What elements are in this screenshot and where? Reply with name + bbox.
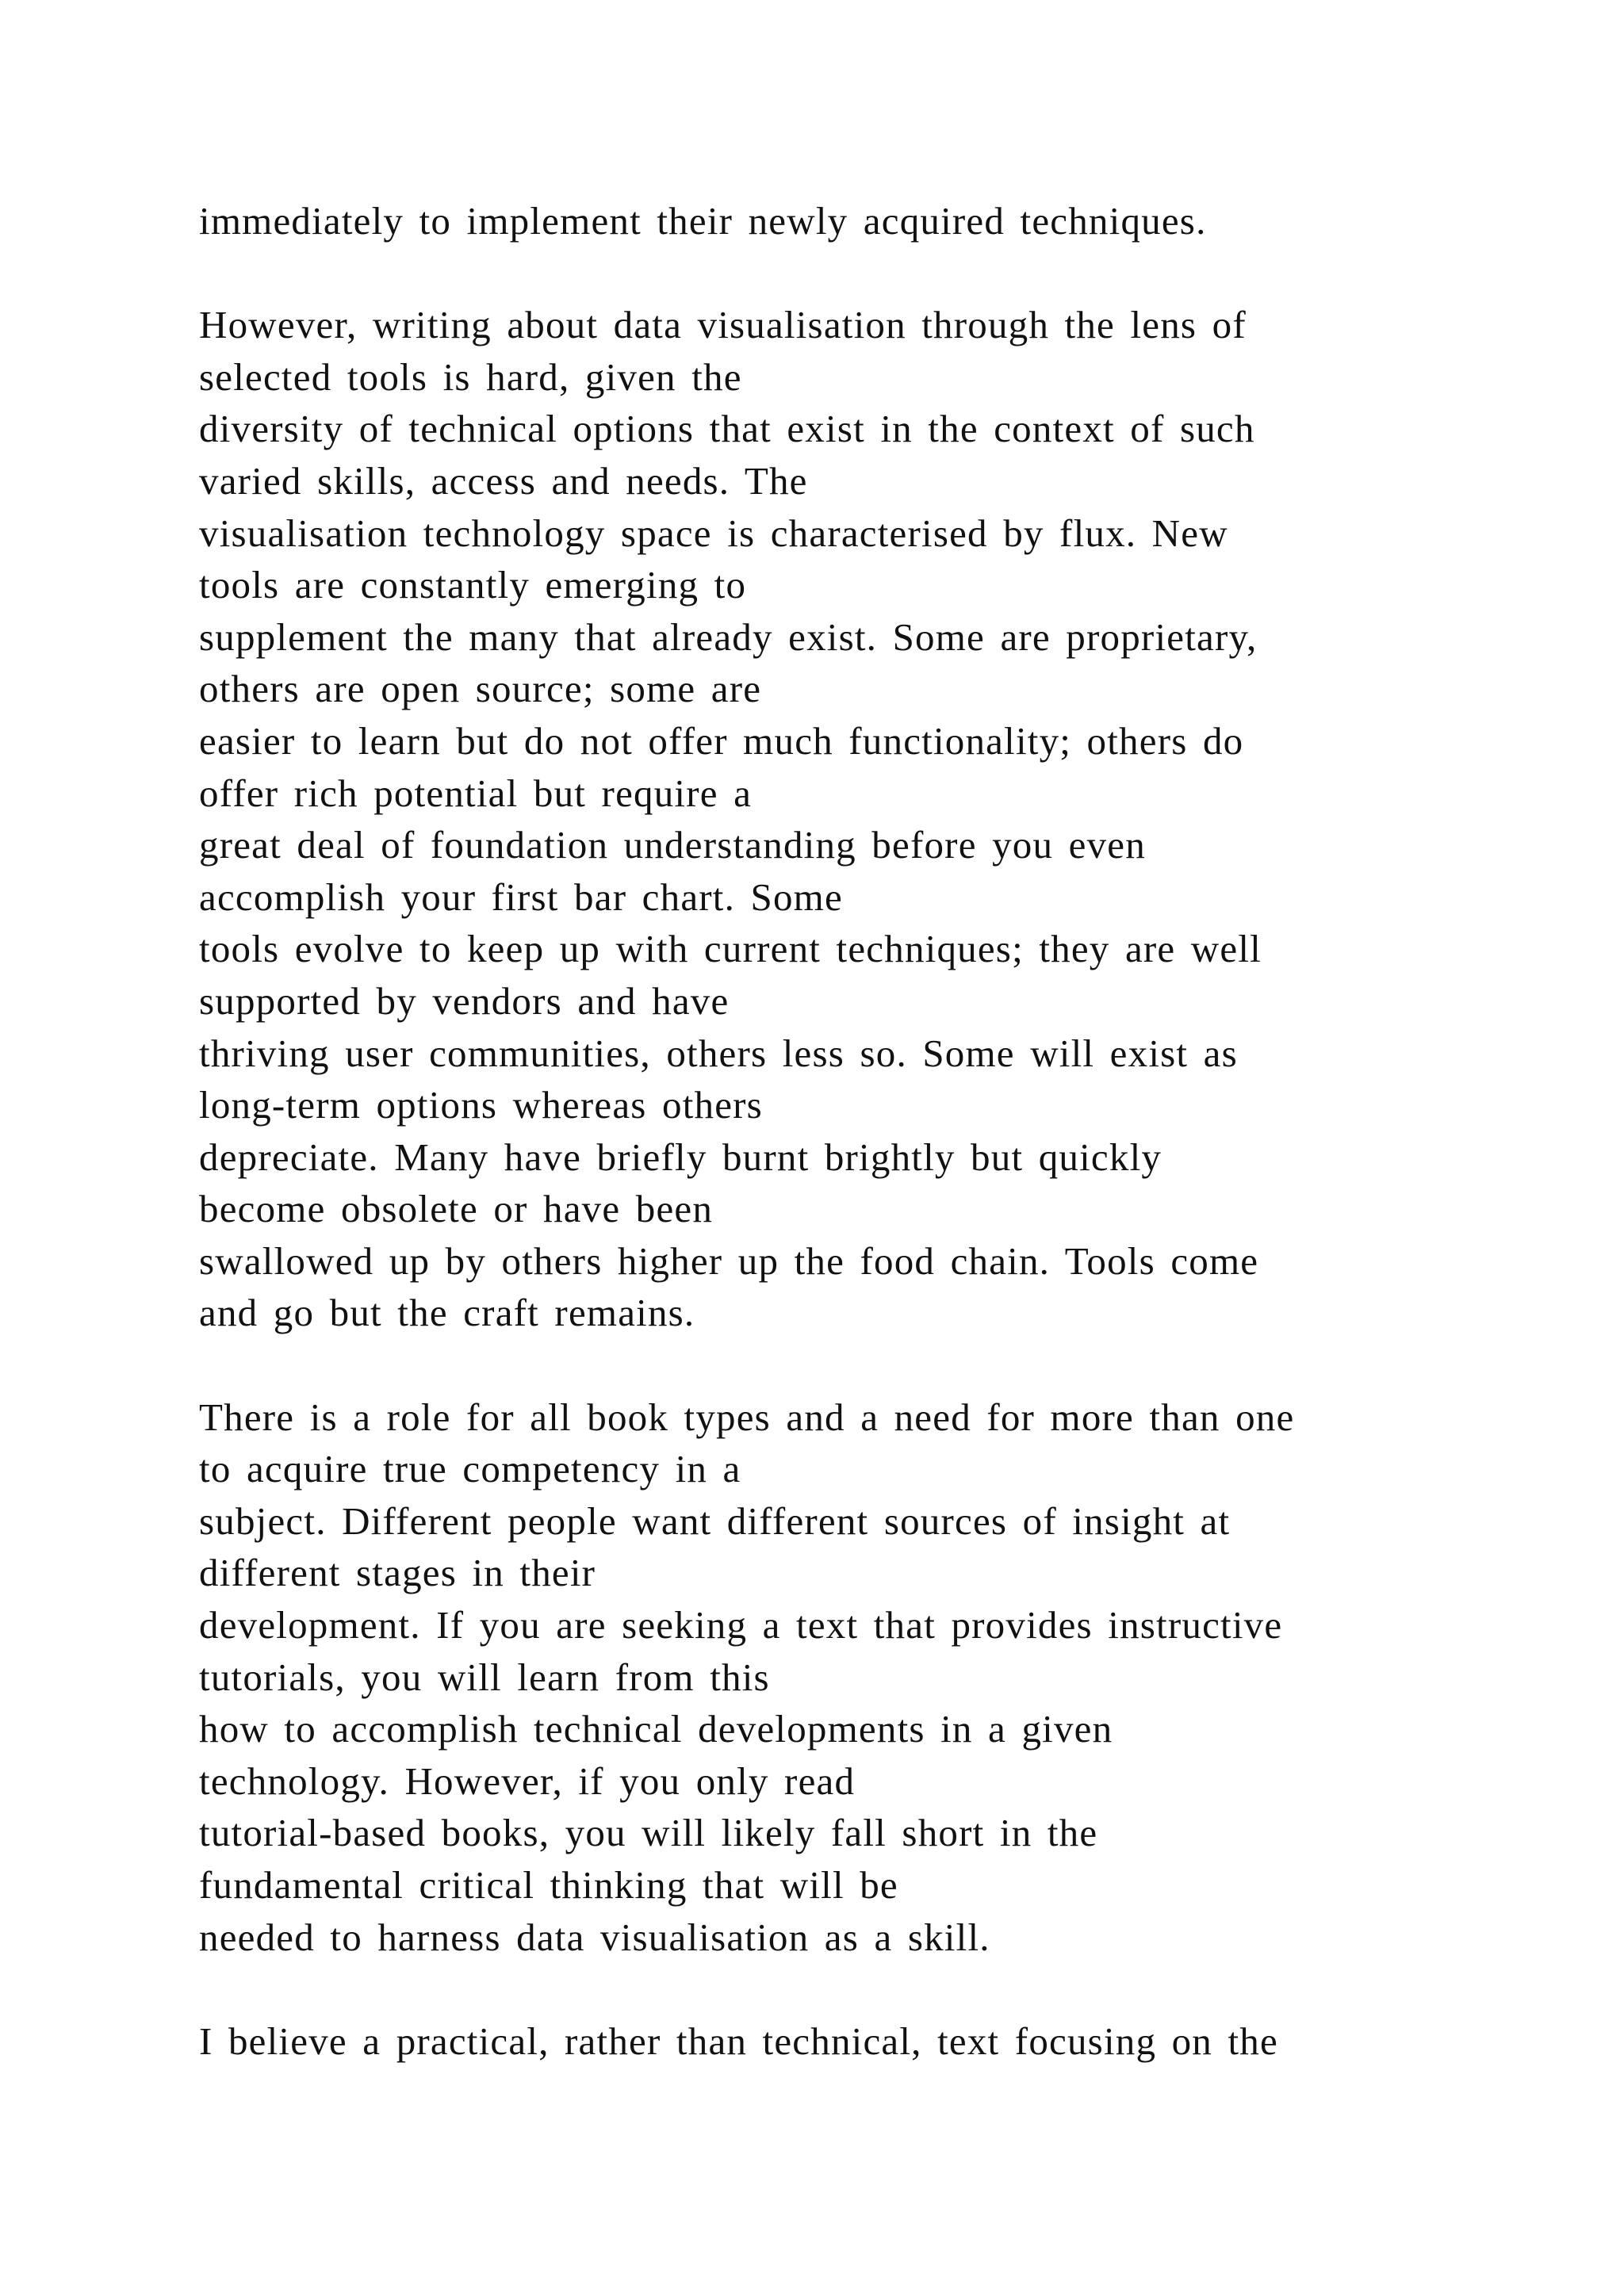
text-line: become obsolete or have been	[199, 1187, 714, 1231]
text-line: development. If you are seeking a text that provides instructive	[199, 1603, 1283, 1647]
text-line: long-term options whereas others	[199, 1083, 763, 1127]
text-line: and go but the craft remains.	[199, 1291, 695, 1335]
text-line: swallowed up by others higher up the food chain. Tools come	[199, 1238, 1259, 1283]
text-line: great deal of foundation understanding before you even	[199, 823, 1146, 867]
text-line: how to accomplish technical developments in a given	[199, 1707, 1113, 1751]
text-line: tutorials, you will learn from this	[199, 1655, 770, 1699]
body-text	[199, 195, 1436, 2067]
text-line: subject. Different people want different sources of insight at	[199, 1498, 1231, 1543]
text-line: others are open source; some are	[199, 667, 762, 711]
text-line: accomplish your first bar chart. Some	[199, 874, 843, 919]
blank-line	[199, 1963, 1436, 2015]
text-line: diversity of technical options that exist in the context of such	[199, 407, 1255, 451]
text-line: to acquire true competency in a	[199, 1447, 741, 1491]
text-line: needed to harness data visualisation as a skill.	[199, 1915, 990, 1959]
blank-line	[199, 247, 1436, 300]
text-line: depreciate. Many have briefly burnt brightly but quickly	[199, 1135, 1162, 1179]
blank-line	[199, 1339, 1436, 1391]
text-line: fundamental critical thinking that will be	[199, 1863, 898, 1907]
text-line: tutorial-based books, you will likely fall short in the	[199, 1811, 1098, 1855]
text-line: There is a role for all book types and a need for more than one	[199, 1395, 1295, 1439]
text-line: tools evolve to keep up with current techniques; they are well	[199, 927, 1262, 971]
text-line: supplement the many that already exist. Some are proprietary,	[199, 614, 1258, 659]
text-line: varied skills, access and needs. The	[199, 458, 808, 503]
text-line: However, writing about data visualisation through the lens of	[199, 303, 1247, 347]
text-line: supported by vendors and have	[199, 978, 730, 1023]
text-line: different stages in their	[199, 1551, 596, 1595]
text-line: tools are constantly emerging to	[199, 563, 747, 607]
text-line: easier to learn but do not offer much functionality; others do	[199, 718, 1244, 763]
text-line: selected tools is hard, given the	[199, 354, 742, 399]
text-line: thriving user communities, others less so. Some will exist as	[199, 1031, 1238, 1075]
text-line: technology. However, if you only read	[199, 1758, 856, 1803]
text-line: I believe a practical, rather than technical, text focusing on the	[199, 2019, 1278, 2063]
text-line: immediately to implement their newly acquired techniques.	[199, 199, 1207, 243]
text-line: visualisation technology space is characterised by flux. New	[199, 511, 1228, 555]
text-line: offer rich potential but require a	[199, 771, 753, 815]
